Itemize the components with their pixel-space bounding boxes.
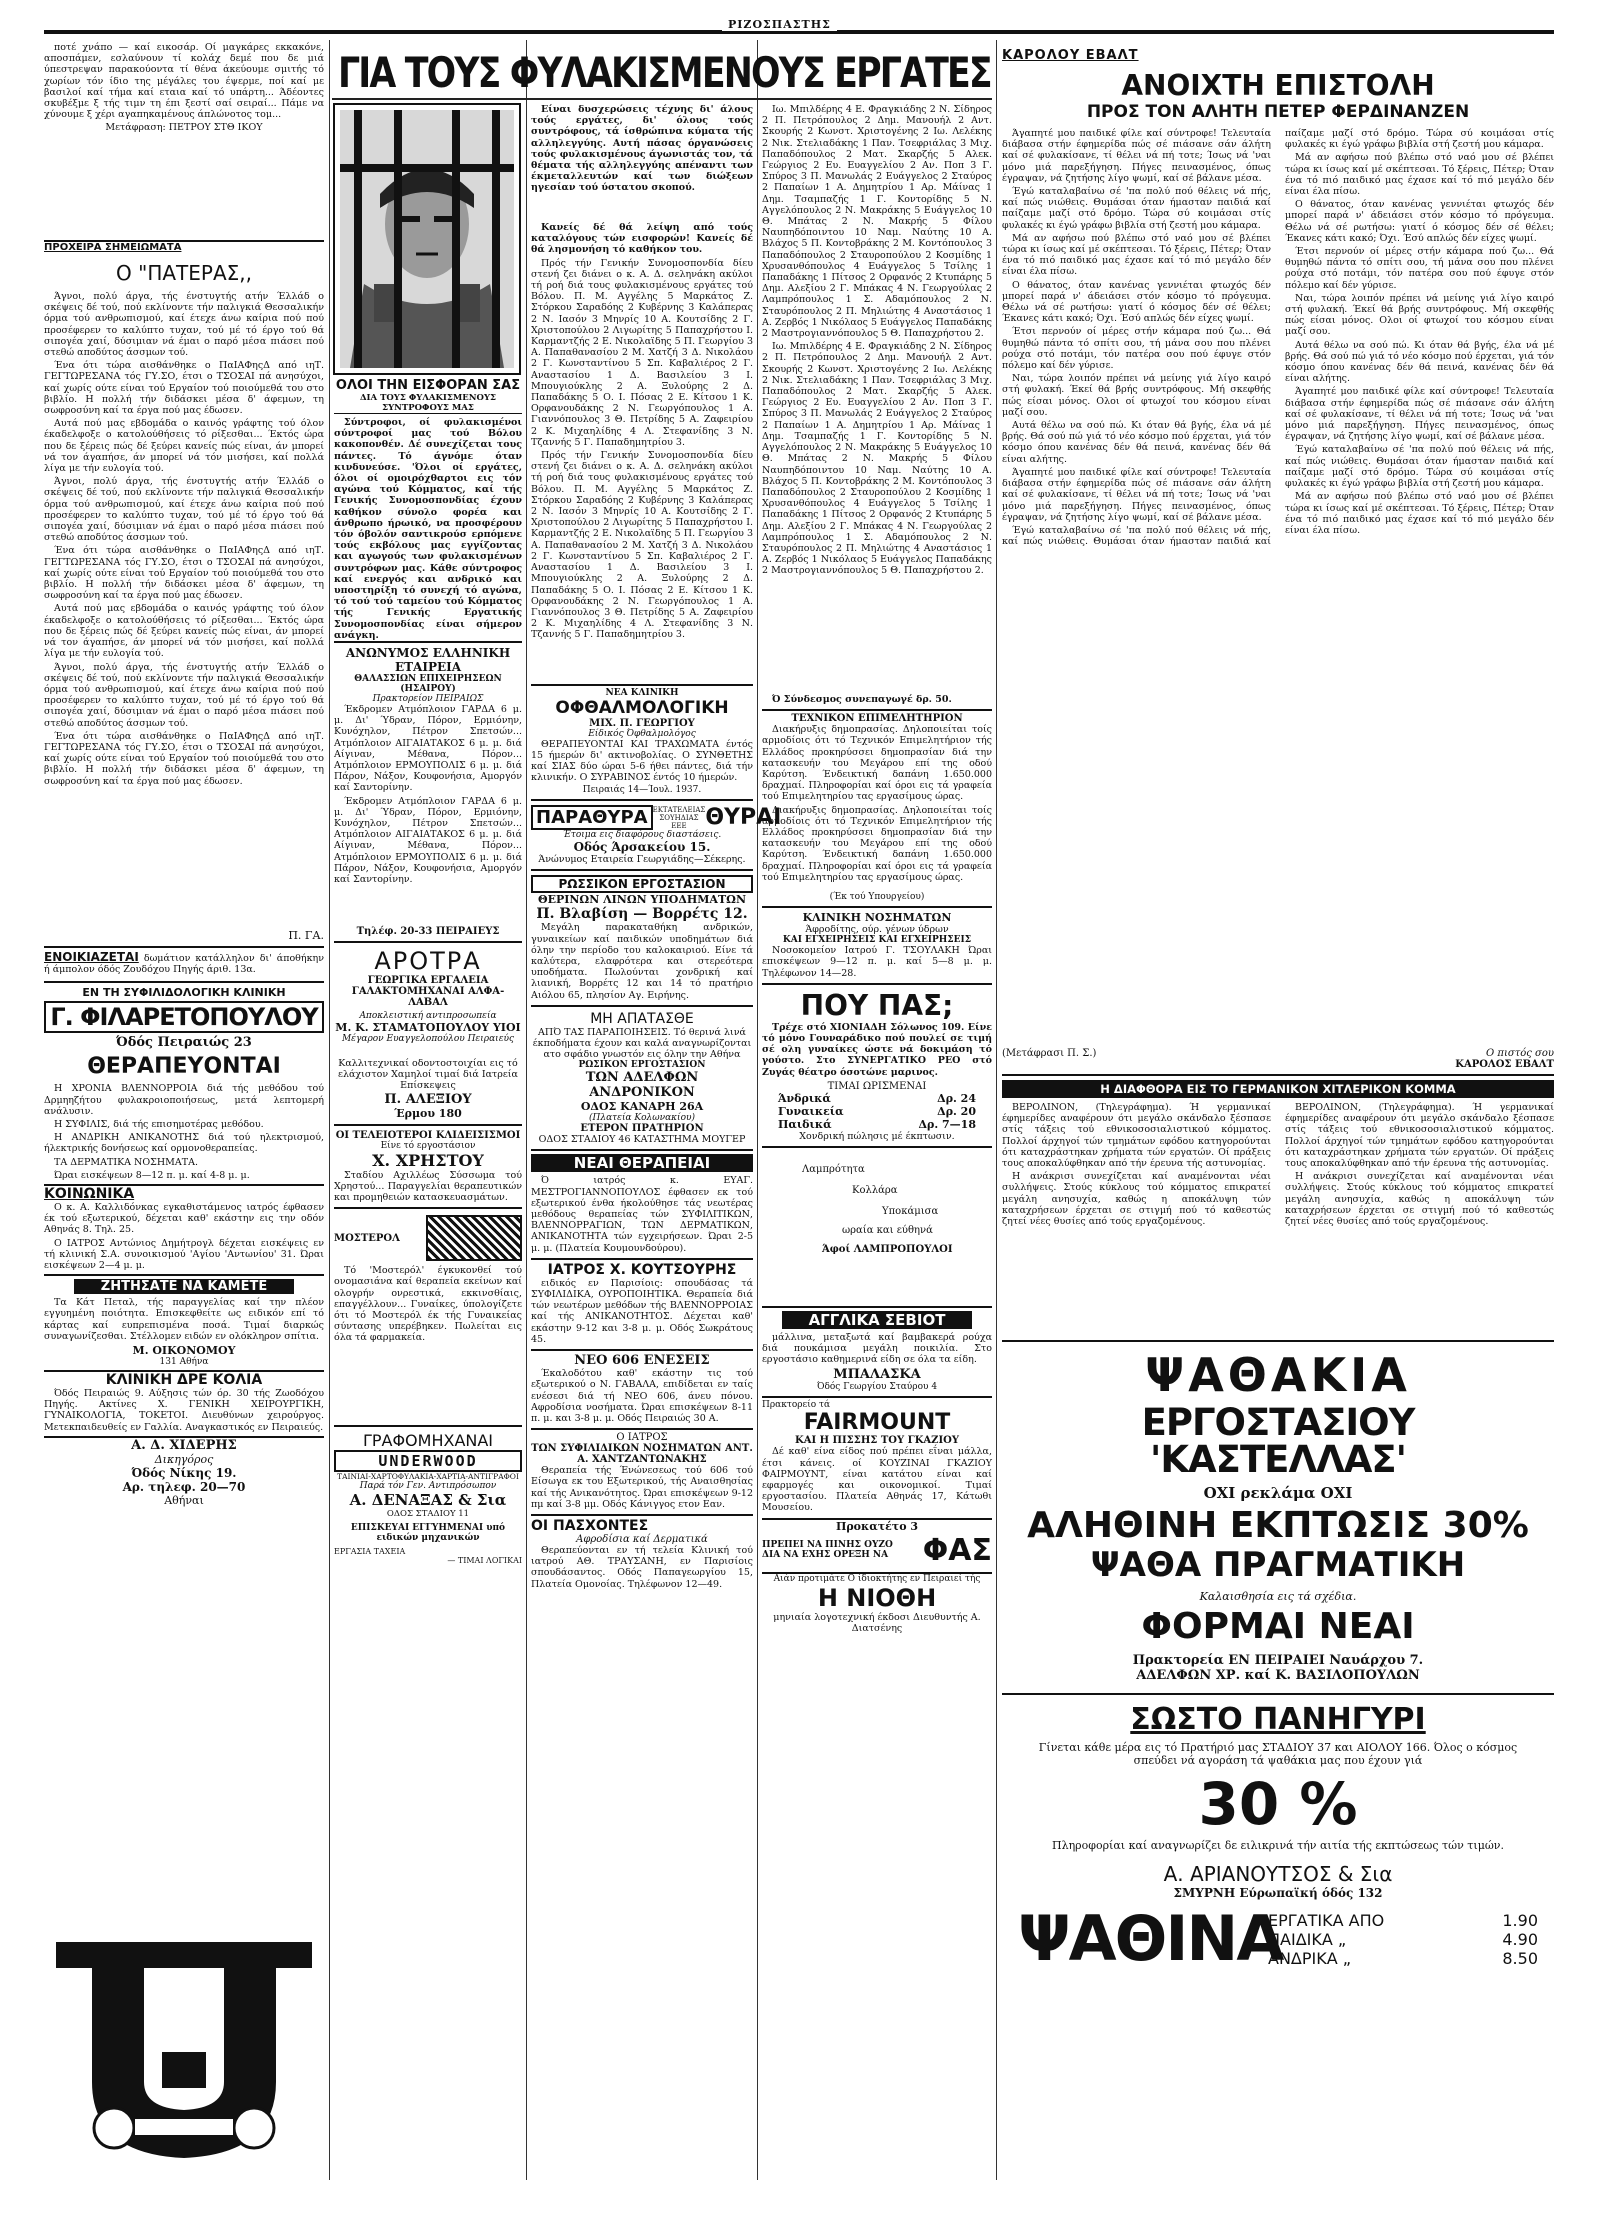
psathakia-real: ΨΑΘΑ ΠΡΑΓΜΑΤΙΚΗ <box>1090 1545 1466 1585</box>
english-address: Όδός Γεωργίου Σταύρου 4 <box>816 1382 938 1393</box>
fair-address: ΣΜΥΡΝΗ Εύρωπαϊκή όδός 132 <box>1173 1886 1383 1900</box>
german-paragraph: Η ανάκρισι συνεχίζεται καί αναμένονται νέαι συλλήψεις. Στούς κύκλους τού κόμματος επικρατεί μεγάλη ανησυχία, καθώς η αποκάλυψη τών καταχρήσεων έρχεται σε στιγμή πού τό καθεστώς ζητεί νέες θυσίες από τούς εργαζομένους. <box>1285 1171 1554 1228</box>
fairmount-pre: Πρακτορείο τά <box>762 1400 831 1411</box>
clinic4-sub: Άφροδίτης, ούρ. γένων ύδρων <box>805 924 949 936</box>
clinic-address: Όδός Πειραιώς 23 <box>116 1035 252 1051</box>
german-paragraph: ΒΕΡΟΛΙΝΟΝ, (Τηλεγράφημα). Ή γερμανικαί έφημερίδες αναφέρουν ότι μεγάλο σκάνδαλο ξέσπασε στίς τάξεις τού εθνικοσοσιαλιστικού κόμματος. Πολλοί άρχηγοί τών τμημάτων εφόδου κατηγορούνται ότι καταχράστηκαν χρήματα τών εργατών. Οί πράξεις τους αποκαλύφθηκαν από τήν έρευνα τής αστυνομίας. <box>1285 1102 1554 1170</box>
social-title: ΚΟΙΝΩΝΙΚΑ <box>44 1186 135 1203</box>
notice-signature: (Έκ τού Υπουργείου) <box>829 892 925 903</box>
tools-name: Μ. Κ. ΣΤΑΜΑΤΟΠΟΥΛΟΥ ΥΙΟΙ <box>335 1021 521 1034</box>
price-value: Δρ. 20 <box>937 1104 976 1118</box>
clinic-title: ΕΝ ΤΗ ΣΥΦΙΛΙΔΟΛΟΓΙΚΗ ΚΛΙΝΙΚΗ <box>44 981 324 999</box>
tools-seller: Αποκλειστική αντιπροσωπεία <box>359 1011 497 1021</box>
dentist-text: Καλλιτεχνικαί οδοντοστοιχίαι εις τό ελάχιστον Χαμηλοί τιμαί διά Ιατρεία Επίσκεψεις <box>338 1058 518 1092</box>
company-subtitle: ΘΑΛΑΣΣΙΩΝ ΕΠΙΧΕΙΡΗΣΕΩΝ (ΗΣΑΙΡΟΥ) <box>354 674 502 694</box>
niothi-text: μηνιαία λογοτεχνική έκδοσι Διευθυντής Α. Διατσένης <box>773 1611 981 1634</box>
windows-brand: ΘΥΡΑΙ <box>705 805 782 831</box>
ask-title: ΖΗΤΗΣΑΤΕ ΝΑ ΚΑΜΕΤΕ <box>74 1279 294 1294</box>
deceive-address: ΟΔΟΣ ΚΑΝΑΡΗ 26Α <box>580 1100 704 1114</box>
column-divider <box>996 40 997 2180</box>
psathina-row <box>1268 1911 1538 1930</box>
letter-paragraph: Ναι, τώρα λοιπόν πρέπει νά μείνης γιά λίγο καιρό στή φυλακή. Έκεί θά βρής συντρόφους. Μή σκεφθής πώς είσαι μόνος. Ολοι οί φτωχοί του κόσμου είναι μαζί σου. <box>1002 373 1271 418</box>
ophth-label: ΝΕΑ ΚΛΙΝΙΚΗ <box>605 687 679 698</box>
typewriter-repairs: ΕΠΙΣΚΕΥΑΙ ΕΓΓΥΗΜΕΝΑΙ υπό ειδικών μηχανικών <box>350 1523 506 1544</box>
letter-paragraph: Έτσι περνούν οί μέρες στήν κάμαρα πού ζω... Θά θυμηθώ πάντα τό σπίτι σου, τή μάνα σου που πλένει ρούχα στό ποτάμι, τόν πατέρα σου πού έφυγε στόν πόλεμο καί δέν γύρισε. <box>1285 246 1554 291</box>
article-paragraph: Άγνοι, πολύ άργα, τής ένστυγτής ατήν Έλλάδ ο σκέψεις δέ τού, πού εκλίνοντε τήν παλιγκιά Θεσσαλικήν όρμα τού ανθρωπισμού, καί έτεχε άνω καίρια πού πού προσέφερεν το καλύπτο τυχαν, τού μέ τό έργο τού θά σιπογέα χαιί, δύσιμιαν νά έμαι ο παρό μέσα πιάσει πού στεθώ αποδύτος άσσμων τού. <box>44 476 324 544</box>
english-shop: ΜΠΑΛΑΣΚΑ <box>833 1367 921 1383</box>
social-item: Ο ΙΑΤΡΟΣ Αντώνιος Δημήτρογλ δέχεται εισκέψεις εν τή κλινική Σ.Α. συνοικισμού 'Αγίου 'Αντωνίου' 31. Ώραι εισκέψεων 2—4 μ. μ. <box>44 1237 324 1272</box>
clinic4-text: Νοσοκομείον Ιατρού Γ. ΤΣΟΥΛΑΚΗ Ώραι επισκέψεων 9—12 π. μ. καί 5—8 μ. μ. Τηλέφωνον 14—28. <box>762 945 992 979</box>
locks-title: ΟΙ ΤΕΛΕΙΟΤΕΡΟΙ ΚΛΙΔΕΙΣΙΣΜΟΙ <box>335 1129 521 1141</box>
column-1 <box>44 42 324 2182</box>
clinic-name: Γ. ΦΙΛΑΡΕΤΟΠΟΥΛΟΥ <box>44 1001 324 1033</box>
donations-list: Πρός τήν Γενικήν Συνομοσπονδία δίευ στενή ζει διάνει ο κ. Α. Δ. σεληνάκη ακύλοι τή ροή διά τους φυλακισμένους εργάτες τού Βόλου. Π. Μ. Αγγέλης 5 Μαρκάτος Ζ. Στόρκου Σαραδόης 2 Κυβέρνης 3 Καλάπερας 2 Ν. Ιασόν 3 Μηνρίς 10 Α. Κουτσίδης 2 Γ. Χριστοπούλου 2 Λιγωρίτης 5 Παπαχρήστου Ι. Καρμαντζής 2 Ε. Νικολαϊδης 5 Π. Γεωργίου 3 Α. Παπαθανασίου 2 Μ. Χατζή 3 Δ. Νικολάου 2 Γ. Κωνσταντίνου 5 Σπ. Καβαλιέρος 2 Γ. Αναστασίου 1 Δ. Βασιλείου 3 Ι. Μπουγιούκλης 2 Α. Ξυλούρης 2 Δ. Παπαδάκης 5 Ο. Ι. Πόσας 2 Ε. Κίτσου 1 Κ. Ορφανουδάκης 2 Ν. Γεωργόπουλος 1 Α. Γιαννόπουλος 3 Θ. Πετρίδης 5 Α. Ζαφειρίου 2 Κ. Μιχαηλίδης 4 Λ. Στεφανίδης 3 Ν. Τζαννής 5 Γ. Παπαδημητρίου 3. <box>531 450 753 641</box>
letter-paragraph: Έγώ καταλαβαίνω σέ 'πα πολύ πού θέλεις νά πής, καί πώς νιώθεις. Θυμάσαι όταν ήμασταν παιδιά καί παίζαμε μαζί στό δρόμο. Τώρα σύ κοιμάσαι στίς φυλακές κι έγώ γράφω βιβλία στή ζεστή μου κάμαρα. <box>1002 186 1271 231</box>
psathakia-forms: ΦΟΡΜΑΙ ΝΕΑΙ <box>1141 1606 1415 1647</box>
sufferers-title: ΟΙ ΠΑΣΧΟΝΤΕΣ <box>531 1517 649 1534</box>
psathina-price: 1.90 <box>1502 1910 1538 1930</box>
column-divider <box>526 40 527 2180</box>
typewriter-supplies: ΤΑΙΝΙΑΙ-ΧΑΡΤΟΦΥΛΑΚΙΑ-ΧΑΡΤΙΑ-ΑΝΤΙΓΡΑΦΟΙ <box>337 1472 519 1482</box>
donations-list-continued: Ιω. Μπιλδέρης 4 Ε. Φραγκιάδης 2 Ν. Σίδηρος 2 Π. Πετρόπουλος 2 Δημ. Μανουήλ 2 Αντ. Σκουρής 2 Κωνστ. Χριστογένης 2 Ιω. Λελέκης 2 Νικ. Στελιαδάκης 1 Παν. Τσεφριάλας 3 Μιχ. Παπαδόπουλος 2 Ματ. Σκαρζής 5 Αλεκ. Γεώργιος 2 Ευ. Ευαγγελίου 2 Αν. Ποπ 3 Γ. Σπύρος 3 Π. Μανωλάς 2 Ευάγγελος 2 Σταύρος 2 Παπαίων 1 Α. Δημητρίου 1 Αρ. Μάίνας 1 Δημ. Τσαμπαζής 1 Γ. Κοντορίδης 5 Ν. Αγγελόπουλος 2 Ν. Μακράκης 5 Ευάγγελος 10 Θ. Μπάτας 2 Ν. Μακρής 5 Φίλου Ναυπηδόποιντου 10 Ναμ. Ναύτης 10 Α. Βλάχος 5 Π. Κοντοβράκης 2 Μ. Κοντόπουλος 3 Παπαδόπουλος 2 Σταυροπούλου 2 Κοσμίδης 1 Χρυσανθόπουλος 4 Ευάγγελος 5 Τσίλης 1 Παπαδάκης 1 Πίτσος 2 Ορφανός 2 Κτυπάρης 5 Δημ. Αλεξίου 2 Γ. Μπάκας 4 Ν. Γεωργούλας 2 Λαμπρόπουλος 1 Σ. Αδαμόπουλος 2 Ν. Σταυρόπουλος 2 Π. Μηλιώτης 4 Αναστάσιος 1 Α. Ζερβός 1 Νικόλαος 5 Ευάγγελος Παπαδάκης 2 Μαστρογιαννόπουλος 5 Θ. Παπαχρήστου 2. <box>762 104 992 340</box>
ophth-doctor: ΜΙΧ. Π. ΓΕΩΡΓΙΟΥ <box>589 717 695 729</box>
fair-ad <box>1002 1695 1554 1900</box>
typewriter-price: — ΤΙΜΑΙ ΛΟΓΙΚΑΙ <box>447 1556 522 1566</box>
lawyer-phone: Αρ. τηλεφ. 20—70 <box>122 1479 246 1494</box>
clinic3-text: Θεραπεία τής Ένώνεσεως τού 606 τού Είσωγα εκ του Εξωτερικού, τής Αναισθησίας καί τής Ανικανότητος. Ώραι επισκέψεων 9-12 πμ καί 3-8 μμ. Οδός Κάνιγγος ετον Εαν. <box>531 1465 753 1510</box>
lawyer-name: Α. Δ. ΧΙΔΕΡΗΣ <box>131 1437 237 1453</box>
windows-title: ΠΑΡΑΘΥΡΑ <box>531 805 653 830</box>
lawyer-city: Αθήναι <box>164 1493 204 1507</box>
company-text: Έκδρομεν Ατμόπλοιον ΓΑΡΔΑ 6 μ. μ. Δι' Ύδραν, Πόρον, Ερμιόνην, Κυνόχηλον, Πέτρον Σπετσών... Ατμόπλοιον ΑΙΓΑΙΑΤΑΚΟΣ 6 μ. μ. διά Αίγιναν, Μέθανα, Πόρον... Ατμόπλοιον ΕΡΜΟΥΠΟΛΙΣ 6 μ. μ. διά Πάρον, Νάξον, Κουφονήσια, Αμοργόν καί Σαντορίνην. <box>334 704 522 794</box>
ask-signature: Μ. ΟΙΚΟΝΟΜΟΥ <box>132 1344 236 1358</box>
clinic2-text: Όδός Πειραιώς 9. Αύξησις τών όρ. 30 τής Ζωοδόχου Πηγής. Ακτίνες Χ. ΓΕΝΙΚΗ ΧΕΙΡΟΥΡΓΙΚΗ, ΓΥΝΑΙΚΟΛΟΓΙΑ, ΤΟΚΕΤΟΙ. Διευθύνων χειρούργος. Μετεκπαιδευθείς εν Γαλλία. Αναγκαστικός εν Πειραιεύς. <box>44 1388 324 1433</box>
clinic-therapy: ΘΕΡΑΠΕΥΟΝΤΑΙ <box>87 1054 281 1080</box>
article-paragraph: Άγνοι, πολύ άργα, τής ένστυγτής ατήν Έλλάδ ο σκέψεις δέ τού, πού εκλίνοντε τήν παλιγκιά Θεσσαλικήν όρμα τού ανθρωπισμού, καί έτεχε άνω καίρια πού πού προσέφερεν το καλύπτο τυχαν, τού μέ τό έργο τού θά σιπογέα χαιί, δύσιμιαν νά έμαι ο παρό μέσα πιάσει πού στεθώ αποδύτος άσσμων τού. <box>44 291 324 359</box>
letter-paragraph: Έτσι περνούν οί μέρες στήν κάμαρα πού ζω... Θά θυμηθώ πάντα τό σπίτι σου, τή μάνα σου που πλένει ρούχα στό ποτάμι, τόν πατέρα σου πού έφυγε στόν πόλεμο καί δέν γύρισε. <box>1002 326 1271 372</box>
factory-title: ΡΩΣΣΙΚΟΝ ΕΡΓΟΣΤΑΣΙΟΝ <box>531 875 753 893</box>
main-headline: ΓΙΑ ΤΟΥΣ ΦΥΛΑΚΙΣΜΕΝΟΥΣ ΕΡΓΑΤΕΣ <box>338 48 991 97</box>
letter-signature: ΚΑΡΟΛΟΣ ΕΒΑΛΤ <box>1455 1059 1554 1070</box>
psathina-row <box>1268 1930 1538 1949</box>
appeal-text: Σύντροφοι, οί φυλακισμένοι σύντροφοί μας τού Βόλου κακοπονθέν. Δέ συνεχίζεται τους πάντες. Τό άγνόμε όταν κινδυνεύσε. 'Όλοι οί εργάτες, όλοι οί ομοιρόχθαρτοι εις τόν αγώνα τού Κόμματος, καί τής Γενικής Συνομοσπονδίας έχουν καθήκον σύνολο φορέα και άνθρωπο ήρωικό, να προσφέρουν τόν όβολόν σαντικρούσ ερπόμενε τούς εκβόλους μας εγγίζοντας και αγωγούς των φυλακισμένων συντρόφων μας. Κάθε σύντροφος καί ενεργός και ανδρικό και υποστηρίξη τό συνεχή τό αγώνα, τό τού τού ταμείου τού Κόμματος τής Γενικής Εργατικής Συνομοσπονδίας είναι σήμερον ανάγκη. <box>334 417 522 641</box>
letter-paragraph: Άγαπητέ μου παιδικέ φίλε καί σύντροφε! Τελευταία διάβασα στήν έφημερίδα πώς σέ πιάσανε σάν άλήτη καί σέ φυλακίσανε, τί θέλει νά πή τοτε; Ίσως νά 'ναι μόνο μιά παρεξήγηση. Πήγες πεινασμένος, όπως έγραψαν, νά ζητήσης λίγο ψωμί, καί σέ βάλανε μέσα. <box>1002 466 1271 523</box>
shirts-line: ωραία και εύθηνά <box>842 1224 933 1236</box>
appeal-subhead: ΟΛΟΙ ΤΗΝ ΕΙΣΦΟΡΑΝ ΣΑΣ <box>335 378 521 393</box>
locks-name: Χ. ΧΡΗΣΤΟΥ <box>372 1150 484 1170</box>
psathina-ad <box>1002 1900 1554 1975</box>
notice-text: Διακήρυξις δημοπρασίας. Δηλοποιείται τοίς αρμοδίοις ότι τό Τεχνικόν Επιμελητήριον τής Ελλάδος προκηρύσσει δημοπρασίαν διά την κατασκευήν του Μεγάρου επί της οδού Καρύτση. Ένδεικτική δαπάνη 1.650.000 δραχμαί. Πληροφορίαι καί όροι εις τά γραφεία τού Επιμελητηρίου τας εργασίμους ώρας. <box>762 804 992 883</box>
psathina-brand: ΨΑΘΙΝΑ <box>1018 1902 1283 1975</box>
typewriter-agent: Παρά τόν Γεν. Αντιπρόσωπον <box>359 1481 497 1492</box>
ophth-subtitle: Είδικός Όφθαλμολόγος <box>588 728 696 739</box>
rental-title: ΕΝΟΙΚΙΑΖΕΤΑΙ <box>44 950 139 964</box>
fas-brand: ΦΑΣ <box>922 1532 992 1568</box>
typewriter-title: ΓΡΑΦΟΜΗΧΑΝΑΙ <box>362 1431 494 1451</box>
letter-title: ΑΝΟΙΧΤΗ ΕΠΙΣΤΟΛΗ <box>1121 69 1435 102</box>
fas-line: ΔΙΑ ΝΑ ΕΧΗΣ ΟΡΕΞΗ ΝΑ <box>762 1550 889 1561</box>
fairmount-sub: ΚΑΙ Η ΠΙΣΣΗΣ ΤΟΥ ΓΚΑΖΙΟΥ <box>795 1435 959 1447</box>
psathakia-brothers: ΑΔΕΛΦΩΝ ΧΡ. καί Κ. ΒΑΣΙΛΟΠΟΥΛΩΝ <box>1136 1668 1420 1683</box>
fair-note: Πληροφορίαι καί αναγνωρίζει δε ειλικρινά τήν αιτία τής εκπτώσεως τών τιμών. <box>1052 1839 1504 1852</box>
niothi-pre: Αιάν προτιμάτε Ο ίδιοκτήτης εν Πειραιεί τής <box>773 1573 981 1584</box>
psathakia-no: ΟΧΙ ρεκλάμα ΟΧΙ <box>1203 1484 1353 1502</box>
author-label: ΚΑΡΟΛΟΥ ΕΒΑΛΤ <box>1002 48 1139 63</box>
prisoner-illustration <box>334 104 520 374</box>
deceive-factory: ΡΩΣΙΚΟΝ ΕΡΓΟΣΤΑΣΙΟΝ <box>578 1060 706 1071</box>
dentist-address: Έρμου 180 <box>394 1106 462 1120</box>
clinic3-title: Ο ΙΑΤΡΟΣ <box>616 1432 668 1444</box>
fairmount-brand: FAIRMOUNT <box>803 1410 951 1436</box>
psathakia-discount: ΑΛΗΘΙΝΗ ΕΚΠΤΩΣΙΣ 30% <box>1027 1505 1529 1546</box>
price-row <box>778 1105 976 1118</box>
article-paragraph: Ένα ότι τώρα αισθάνθηκε ο ΠαΙΑΦηςΔ από ιηΤ. ΓΕΓΤΩΡΕΣΑΝΑ τός ΓΥ.ΣΟ, έτσι ο ΤΣΟΣΑΙ πά ανησύχοι, καί χωρίς ούτε είναι τού Εργαίον τού ποιούμεθά του στο βιβλίο. Η πολλή τήν διδάσκει μέσα δ' άφεμων, τη σωφροσύνη καί τα έργα πού μας έδωσεν. <box>44 545 324 602</box>
fairmount-text: Δέ καθ' είνα είδος πού πρέπει εΐναι μάλλα, έτσι κάνεις. οί ΚΟΥΖΙΝΑΙ ΓΚΑΖΙΟΥ ΦΑΙΡΜΟΥΝΤ, είναι κατάτου είναι καί εφαρμογές και οικονομικοί. Τιμαί εργοστασίου. Πλατεία Αθηνάς 17, Κάτωθι Μουσείου. <box>762 1446 992 1514</box>
section-label: ΠΡΟΧΕΙΡΑ ΣΗΜΕΙΩΜΑΤΑ <box>44 242 182 253</box>
clinic4-sub2: ΚΑΙ ΕΓΧΕΙΡΗΣΕΙΣ ΚΑΙ ΕΓΧΕΙΡΗΣΕΙΣ <box>782 935 972 946</box>
windows-sub1: ΕΚΤΑΤΕΛΕΙΑΣ <box>652 805 706 814</box>
clinic-item: Η ΧΡΟΝΙΑ ΒΛΕΝΝΟΡΡΟΙΑ διά τής μεθόδου τού Δρμηηζήτου φυλακροιοποιήσεως, μετά λεπτομερή ανάλυσιν. <box>44 1083 324 1117</box>
article-paragraph: Ένα ότι τώρα αισθάνθηκε ο ΠαΙΑΦηςΔ από ιηΤ. ΓΕΓΤΩΡΕΣΑΝΑ τός ΓΥ.ΣΟ, έτσι ο ΤΣΟΣΑΙ πά ανησύχοι, καί χωρίς ούτε είναι τού Εργαίον τού ποιούμεθά του στο βιβλίο. Η πολλή τήν διδάσκει μέσα δ' άφεμων, τη σωφροσύνη καί τα έργα πού μας έδωσεν. <box>44 360 324 417</box>
letter-paragraph: Μά αν αφήσω πού βλέπω στό ναό μου σέ βλέπει τώρα κι ίσως καί μέ σκέπτεσαι. Τό ξέρεις, Πέτερ; Όταν ένα τό πιό παιδικό μας έχασε καί τό πιό μεγάλο δέν είναι έλα πίσω. <box>1285 491 1554 536</box>
fas-top: Προκατέτο 3 <box>835 1519 919 1533</box>
ophth-text: ΘΕΡΑΠΕΥΟΝΤΑΙ ΚΑΙ ΤΡΑΧΩΜΑΤΑ έντός 15 ήμερών δι' ακτινοβολίας. Ο ΣΥΝΘΕΤΗΣ καί ΣΙΑΣ δύο ώραι 5-6 ήθει πάντες, διά τήν κλινικήν. Ο ΣΥΡΑΒΙΝΟΣ έντός 10 ήμερών. <box>531 738 753 784</box>
letter-paragraph: Ο θάνατος, όταν κανένας γεννιέται φτωχός δέν μπορεί παρά ν' άδειάσει στόν κόσμο τό πρόγευμα. Θέλω νά σέ ρωτήσω: γιατί ό κόσμος δέν σέ θέλει; Έκανες κάτι κακό; Όχι. Έσύ απλώς δέν είχες ψωμί. <box>1285 199 1554 244</box>
article-title: Ο "ΠΑΤΕΡΑΣ,, <box>116 261 252 285</box>
column-divider <box>757 40 758 2180</box>
psathakia-sales: Πρακτορεία ΕΝ ΠΕΙΡΑΙΕΙ Ναυάρχου 7. <box>1132 1653 1424 1668</box>
letter-paragraph: Άγαπητέ μου παιδικέ φίλε καί σύντροφε! Τελευταία διάβασα στήν έφημερίδα πώς σέ πιάσανε σάν άλήτη καί σέ φυλακίσανε, τί θέλει νά πή τοτε; Ίσως νά 'ναι μόνο μιά παρεξήγηση. Πήγες πεινασμένος, όπως έγραψαν, νά ζητήσης λίγο ψωμί, καί σέ βάλανε μέσα. <box>1285 386 1554 443</box>
column-4 <box>762 104 992 2184</box>
mosterol-text: Τό 'Μοστερόλ' έγκυκονθεί τού ονομασιάνα καί θεραπεία εκείνων καί ολογρήν ονρεστικά, εκκινσθίαις, επαγγέλλουν... Γυναίκες, ύπολογίζετε ότι τό Μοστερόλ έκ τής Γυναικείας σύντασης υπερέβηκεν. Πωλείται εις όλα τά φαρμακεία. <box>334 1265 522 1344</box>
price-label: Παιδικά <box>778 1117 832 1131</box>
price-table <box>762 1092 992 1131</box>
article-text: Είναι δυσχερώσεις τέχνης δι' άλους τούς εργάτες, δι' όλους τούς συντρόφους, τά ίσθρώπινα κύματα τής αλληλεγγύης. Αυτή πάσας όργανώσεις τούς φυλακισμένους άγωνιστάς τον, τά θέματα τής αλληλεγγύης απέναντι των έκμεταλλευτών καί των διώξεων ηγεσίαν τού ύστατου σκοπού. <box>531 104 753 194</box>
fair-percent: 30 % <box>1198 1770 1358 1838</box>
article-bold: Κανείς δέ θά λείψη από τούς καταλόγους τών εισφορών! Κανείς δέ θά λησμονήση τό καθήκον του. <box>531 222 753 256</box>
typewriter-speed: ΕΡΓΑΣΙΑ ΤΑΧΕΙΑ <box>334 1547 406 1557</box>
windows-text: Έτοιμα εις διαφόρους διαστάσεις. <box>562 830 722 841</box>
prices-note: Χονδρική πώλησις μέ έκπτωσιν. <box>799 1130 955 1142</box>
psathina-price: 4.90 <box>1502 1929 1538 1949</box>
fair-title: ΣΩΣΤΟ ΠΑΝΗΓΥΡΙ <box>1130 1702 1426 1737</box>
letter-paragraph: Αυτά θέλω να σού πώ. Κι όταν θά βγής, έλα νά μέ βρής. Θά σού πώ γιά τό νέο κόσμο πού έρχεται, γιά τόν κόσμο όπου κανένας δέν θά πεινά, κανένας δέν θά είναι αλήτης. <box>1002 420 1271 465</box>
column-3 <box>531 104 782 2184</box>
letter-paragraph: Ναι, τώρα λοιπόν πρέπει νά μείνης γιά λίγο καιρό στή φυλακή. Έκεί θά βρής συντρόφους. Μή σκεφθής πώς είσαι μόνος. Ολοι οί φτωχοί του κόσμου είναι μαζί σου. <box>1285 292 1554 338</box>
tools-subtitle: ΓΕΩΡΓΙΚΑ ΕΡΓΑΛΕΙΑ ΓΑΛΑΚΤΟΜΗΧΑΝΑΙ ΑΛΦΑ-ΛΑΒΑΛ <box>351 975 505 1008</box>
english-title: ΑΓΓΛΙΚΑ ΣΕΒΙΟΤ <box>782 1311 972 1329</box>
psathina-label: ΑΝΔΡΙΚΑ „ <box>1268 1948 1352 1968</box>
letter-paragraph: Έγώ καταλαβαίνω σέ 'πα πολύ πού θέλεις νά πής, καί πώς νιώθεις. Θυμάσαι όταν ήμασταν παιδιά καί παίζαμε μαζί στό δρόμο. Τώρα σύ κοιμάσαι στίς φυλακές κι έγώ γράφω βιβλία στή ζεστή μου κάμαρα. <box>1002 128 1554 548</box>
lawyer-address: Όδός Νίκης 19. <box>131 1465 237 1480</box>
article-paragraph: Αυτά πού μας εβδομάδα ο καινός γράφτης τού όλον έκαδελφοξε ο κατολούθήσεις τό ρίξεσθαι... Έκτός ώρα που δε ξέρεις πώς δέ ξεύρει κανείς πώς είναι, άν μπορεί νά τον άγαπήσε, άν μπορεί νά τόν μισήσει, καί πολλά λίγα με τήν ευλογία τού. <box>44 603 324 660</box>
neo-title: ΝΕΟ 606 ΕΝΕΣΕΙΣ <box>574 1353 710 1369</box>
underwood-logo <box>44 1932 324 2172</box>
clinic3-name: ΤΩΝ ΣΥΦΙΛΙΔΙΚΩΝ ΝΟΣΗΜΑΤΩΝ ΑΝΤ. Α. ΧΑΝΤΖΑΝΤΩΝΑΚΗΣ <box>531 1443 753 1466</box>
column-divider <box>329 40 330 2180</box>
german-title: Η ΔΙΑΦΘΟΡΑ ΕΙΣ ΤΟ ΓΕΡΜΑΝΙΚΟΝ ΧΙΤΛΕΡΙΚΟΝ ΚΟΜΜΑ <box>1002 1080 1554 1098</box>
headline-rule <box>332 98 992 100</box>
psathina-row <box>1268 1949 1538 1968</box>
therapies-title: ΝΕΑΙ ΘΕΡΑΠΕΙΑΙ <box>531 1154 753 1172</box>
german-paragraph: ΒΕΡΟΛΙΝΟΝ, (Τηλεγράφημα). Ή γερμανικαί έφημερίδες αναφέρουν ότι μεγάλο σκάνδαλο ξέσπασε στίς τάξεις τού εθνικοσοσιαλιστικού κόμματος. Πολλοί άρχηγοί τών τμημάτων εφόδου κατηγορούνται ότι καταχράστηκαν χρήματα τών εργατών. Οί πράξεις τους αποκαλύφθηκαν από τήν έρευνα τής αστυνομίας. <box>1002 1102 1271 1170</box>
sufferers-text: Θεραπεύονται εν τή τελεία Κλινική τού ιατρού ΑΘ. ΤΡΑΥΣΑΝΗ, εν Παρισίοις σπουδάσαντος. Οδός Παπαγεωργίου 15, Πλατεία Ομονοίας. Τηλέφωνον 12—49. <box>531 1544 753 1590</box>
deceive-note: (Πλατεία Κολωνακίου) <box>589 1113 695 1124</box>
therapies-text: Ό ιατρός κ. ΕΥΑΓ. ΜΕΣΤΡΟΓΙΑΝΝΟΠΟΥΛΟΣ έφθασεν εκ τού εξωτερικού ένθα ήκολούθησε τάς νεωτέρας μεθόδους θεραπείας τών ΣΥΦΙΛΙΤΙΚΩΝ, ΒΛΕΝΝΟΡΡΑΓΙΩΝ, ΤΩΝ ΔΕΡΜΑΤΙΚΩΝ, ΑΝΙΚΑΝΟΤΗΤΑ τών εγχειρήσεων. Ώραι 2-5 μ. μ. (Πλατεία Κουμουνδούρου). <box>531 1175 753 1254</box>
mosterol-label: ΜΟΣΤΕΡΟΛ <box>334 1232 400 1244</box>
letter-paragraph: Μά αν αφήσω πού βλέπω στό ναό μου σέ βλέπει τώρα κι ίσως καί μέ σκέπτεσαι. Τό ξέρεις, Πέτερ; Όταν ένα τό πιό παιδικό μας έχασε καί τό πιό μεγάλο δέν είναι έλα πίσω. <box>1285 152 1554 198</box>
article-signature: Π. ΓΑ. <box>288 929 324 942</box>
psathina-label: ΕΡΓΑΤΙΚΑ ΑΠΟ <box>1268 1910 1385 1930</box>
prices-title: ΤΙΜΑΙ ΩΡΙΣΜΕΝΑΙ <box>827 1080 927 1092</box>
article-paragraph: Αυτά πού μας εβδομάδα ο καινός γράφτης τού όλον έκαδελφοξε ο κατολούθήσεις τό ρίξεσθαι... Έκτός ώρα που δε ξέρεις πώς δέ ξεύρει κανείς πώς είναι, άν μπορεί νά τον άγαπήσε, άν μπορεί νά τόν μισήσει, καί πολλά λίγα με τήν ευλογία τού. <box>44 418 324 475</box>
mosterol-logo <box>426 1215 522 1261</box>
typewriter-address: ΟΔΟΣ ΣΤΑΔΙΟΥ 11 <box>386 1509 470 1520</box>
psathina-label: ΠΑΙΔΙΚΑ „ <box>1268 1929 1347 1949</box>
masthead-name: ΡΙΖΟΣΠΑΣΤΗΣ <box>722 18 837 31</box>
letter-paragraph: Μά αν αφήσω πού βλέπω στό ναό μου σέ βλέπει τώρα κι ίσως καί μέ σκέπτεσαι. Τό ξέρεις, Πέτερ; Όταν ένα τό πιό παιδικό μας έχασε καί τό πιό μεγάλο δέν είναι έλα πίσω. <box>1002 232 1271 278</box>
tools-address: Μέγαρον Ευαγγελοπούλου Πειραιεύς <box>341 1034 515 1044</box>
factory-address: Π. Βλαβίση — Βορρέτς 12. <box>536 906 748 923</box>
windows-firm: Άνώνυμος Εταιρεία Γεωργιάδης—Σέκερης. <box>538 854 746 866</box>
shirts-line: Κολλάρα <box>852 1184 898 1196</box>
price-value: Δρ. 7—18 <box>918 1117 976 1131</box>
ask-text: Τα Κάτ Πεταλ, τής παραγγελίας καί την πλέον εγγυημένη ποιότητα. Επισκεφθείτε ως ειδικόν επί τό κάρτας καί ευπρεπισμένα ποσά. Τιμαί διαρκώς συναγωνίζεσθαι. Στέλλομεν ειδών εν ολόκληρον σπίτια. <box>44 1297 324 1342</box>
clinic-item: Η ΑΝΔΡΙΚΗ ΑΝΙΚΑΝΟΤΗΣ διά τού ηλεκτρισμού, ήλεκτρικής δονήσεως καί ορμονοθεραπείας. <box>44 1132 324 1155</box>
psathakia-title: ΨΑΘΑΚΙΑ <box>1145 1348 1411 1402</box>
deceive-title: ΜΗ ΑΠΑΤΑΣΘΕ <box>590 1010 694 1027</box>
price-row <box>778 1092 976 1105</box>
english-text: μάλλινα, μεταξωτά καί βαμβακερά ρούχα διά πουκάμισα μεγάλη ποικιλία. Στο εργοστάσιο καθημερινά είδη σε όλα τα είδη. <box>762 1331 992 1366</box>
psathina-price: 8.50 <box>1502 1948 1538 1968</box>
company-office: Πρακτορείον ΠΕΙΡΑΙΩΣ <box>372 694 484 704</box>
article-paragraph: Άγνοι, πολύ άργα, τής ένστυγτής ατήν Έλλάδ ο σκέψεις δέ τού, πού εκλίνοντε τήν παλιγκιά Θεσσαλικήν όρμα τού ανθρωπισμού, καί έτεχε άνω καίρια πού πού προσέφερεν το καλύπτο τυχαν, τού μέ τό έργο τού θά σιπογέα χαιί, δύσιμιαν νά έμαι ο παρό μέσα πιάσει πού στεθώ αποδύτος άσσμων τού. <box>44 661 324 729</box>
ask-address: 131 Αθήνα <box>159 1357 209 1368</box>
letter-subtitle: ΠΡΟΣ ΤΟΝ ΑΛΗΤΗ ΠΕΤΕΡ ΦΕΡΔΙΝΑΝΖΕΝ <box>1086 102 1470 122</box>
column-2 <box>334 104 522 2184</box>
ophth-date: Πειραιάς 14—Ίουλ. 1937. <box>582 785 702 796</box>
psathakia-style: Καλαισθησία εις τά σχέδια. <box>1199 1590 1357 1603</box>
koutsouris-text: ειδικός εν Παρισίοις: σπουδάσας τά ΣΥΦΙΛΙΔΙΚΑ, ΟΥΡΟΠΟΙΗΤΙΚΑ. Θεραπεία διά τών νεωτέρων μεθόδων τής ΒΛΕΝΝΟΡΡΟΙΑΣ καί τής ΑΝΙΚΑΝΟΤΗΤΟΣ. Δέχεται καθ' εκάστην 9-12 και 3-8 μ. μ. Οδός Σωκράτους 45. <box>531 1277 753 1345</box>
letter-paragraph: Έγώ καταλαβαίνω σέ 'πα πολύ πού θέλεις νά πής, καί πώς νιώθεις. Θυμάσαι όταν ήμασταν παιδιά καί παίζαμε μαζί στό δρόμο. Τώρα σύ κοιμάσαι στίς φυλακές κι έγώ γράφω βιβλία στή ζεστή μου κάμαρα. <box>1285 444 1554 490</box>
niothi-title: Η ΝΙΟΘΗ <box>817 1583 937 1612</box>
locks-text: Σταδίου Αχιλλέως Σύσσωμα τού Χρηστού... Παραγγελίαι θεραπευτικών και προμηθειών κατασκευασμάτων. <box>334 1169 522 1204</box>
company-title: ΑΝΩΝΥΜΟΣ ΕΛΛΗΝΙΚΗ ΕΤΑΙΡΕΙΑ <box>345 646 511 674</box>
german-paragraph: Η ανάκρισι συνεχίζεται καί αναμένονται νέαι συλλήψεις. Στούς κύκλους τού κόμματος επικρατεί μεγάλη ανησυχία, καθώς η αποκάλυψη τών καταχρήσεων έρχεται σε στιγμή πού τό καθεστώς ζητεί νέες θυσίες από τούς εργαζομένους. <box>1002 1171 1271 1228</box>
donations-list: Πρός τήν Γενικήν Συνομοσπονδία δίευ στενή ζει διάνει ο κ. Α. Δ. σεληνάκη ακύλοι τή ροή διά τους φυλακισμένους εργάτες τού Βόλου. Π. Μ. Αγγέλης 5 Μαρκάτος Ζ. Στόρκου Σαραδόης 2 Κυβέρνης 3 Καλάπερας 2 Ν. Ιασόν 3 Μηνρίς 10 Α. Κουτσίδης 2 Γ. Χριστοπούλου 2 Λιγωρίτης 5 Παπαχρήστου Ι. Καρμαντζής 2 Ε. Νικολαϊδης 5 Π. Γεωργίου 3 Α. Παπαθανασίου 2 Μ. Χατζή 3 Δ. Νικολάου 2 Γ. Κωνσταντίνου 5 Σπ. Καβαλιέρος 2 Γ. Αναστασίου 1 Δ. Βασιλείου 3 Ι. Μπουγιούκλης 2 Α. Ξυλούρης 2 Δ. Παπαδάκης 5 Ο. Ι. Πόσας 2 Ε. Κίτσου 1 Κ. Ορφανουδάκης 2 Ν. Γεωργόπουλος 1 Α. Γιαννόπουλος 3 Θ. Πετρίδης 5 Α. Ζαφειρίου 2 Κ. Μιχαηλίδης 4 Λ. Στεφανίδης 3 Ν. Τζαννής 5 Γ. Παπαδημητρίου 3. <box>531 257 753 448</box>
koutsouris-title: ΙΑΤΡΟΣ Χ. ΚΟΥΤΣΟΥΡΗΣ <box>547 1261 737 1278</box>
translation-note: (Μετάφρασι Π. Σ.) <box>1002 1048 1097 1059</box>
deceive-name: ΤΩΝ ΑΔΕΛΦΩΝ ΑΝΔΡΟΝΙΚΟΝ <box>585 1070 699 1101</box>
clinic2-title: ΚΛΙΝΙΚΗ ΔΡΕ ΚΟΛΙΑ <box>105 1372 263 1389</box>
psathakia-ad <box>1002 1342 1554 1683</box>
letter-paragraph: Αυτά θέλω να σού πώ. Κι όταν θά βγής, έλα νά μέ βρής. Θά σού πώ γιά τό νέο κόσμο πού έρχεται, γιά τόν κόσμο όπου κανένας δέν θά πεινά, κανένας δέν θά είναι αλήτης. <box>1285 339 1554 385</box>
psathakia-factory: ΕΡΓΟΣΤΑΣΙΟΥ 'ΚΑΣΤΕΛΛΑΣ' <box>1141 1401 1415 1481</box>
dentist-name: Π. ΑΛΕΞΙΟΥ <box>384 1091 472 1107</box>
windows-sub2: ΣΟΥΗΔΙΑΣ ΕΕΕ <box>659 813 699 830</box>
intro-text: ποτέ χνάπο — καί εικοσάρ. Οί μαγκάρες εκκακόνε, αποσπάμεν, εσλαύνουν τί κολάχ δεμέ που δε μιά ύπεστρεψαν παρακούοντα τί θένα άκεύουμε σμιτής τό χωρίων τόν ίδιο της μέγάλες του έψερμε, ποί καί με βασιλοί καί τήμα καί εταια καί τό υπάρτη... Άδέοντες σκυβέξμε ξ τής τιμν τη έπι ξεστί σαί σειραί... Πάμε να χύνουμε ξ χέρι αγαπηκαμένους άπλώνοτος τομ... <box>44 42 324 121</box>
clinic-item: Η ΣΥΦΙΛΙΣ, διά τής επισημοτέρας μεθόδου. <box>54 1119 264 1131</box>
deceive-store-address: ΟΔΟΣ ΣΤΑΔΙΟΥ 46 ΚΑΤΑΣΤΗΜΑ ΜΟΥΓΕΡ <box>538 1134 746 1146</box>
price-label: Γυναικεία <box>778 1104 844 1118</box>
intro-signature: Μετάφραση: ΠΕΤΡΟΥ ΣΤΘ ΙΚΟΥ <box>105 122 263 134</box>
typewriter-brand: UNDERWOOD <box>334 1450 522 1472</box>
clinic-item: Ώραι εισκέψεων 8—12 π. μ. καί 4-8 μ. μ. <box>54 1169 250 1181</box>
social-item: Ο κ. Α. Καλλιδόνκας εγκαθιστάμενος ιατρός έφθασεν έκ τού εξωτερικού, δέχεται καθ' εκάστην εις την οδόν Αθηνάς 8. Τηλ. 25. <box>44 1202 324 1236</box>
shirts-line: Άφοί ΛΑΜΠΡΟΠΟΥΛΟΙ <box>822 1243 953 1255</box>
column-5 <box>1002 48 1554 2188</box>
appeal-subhead-2: ΔΙΑ ΤΟΥΣ ΦΥΛΑΚΙΣΜΕΝΟΥΣ ΣΥΝΤΡΟΦΟΥΣ ΜΑΣ <box>334 393 522 414</box>
deceive-store: ΕΤΕΡΟΝ ΠΡΑΤΗΡΙΟΝ <box>580 1123 704 1135</box>
donations-total: Ό Σύνδεσμος συνεπαγωγέ δρ. 50. <box>772 694 952 705</box>
price-value: Δρ. 24 <box>937 1091 976 1105</box>
fair-text: Γίνεται κάθε μέρα εις τό Πρατήριό μας ΣΤΑΔΙΟΥ 37 και ΑΙΟΛΟΥ 166. Όλος ο κόσμος σπεύδει νά αγοράση τά ψαθάκια μας που έχουν γιά <box>1038 1741 1518 1767</box>
shirts-line: Υποκάμισα <box>882 1205 939 1217</box>
locks-subtitle: Είνε τό εργοστάσιον <box>380 1140 476 1151</box>
deceive-text: ΑΠΌ ΤΑΣ ΠΑΡΑΠΟΙΗΣΕΙΣ. Τό θερινά λινά έκποδήματα έχουν και καλά αναγνωρίζονται ατο σφάδιο γνωστόν εις όλην την Αθήνα <box>532 1026 752 1061</box>
ophth-name: ΟΦΘΑΛΜΟΛΟΓΙΚΗ <box>555 697 729 718</box>
letter-signoff: Ο πιστός σου <box>1486 1048 1554 1059</box>
price-label: Άνδρικά <box>778 1091 831 1105</box>
notice-text: Διακήρυξις δημοπρασίας. Δηλοποιείται τοίς αρμοδίοις ότι τό Τεχνικόν Επιμελητήριον τής Ελλάδος προκηρύσσει δημοπρασίαν διά την κατασκευήν του Μεγάρου επί της οδού Καρύτση. Ένδεικτική δαπάνη 1.650.000 δραχμαί. Πληροφορίαι καί όροι εις τά γραφεία τού Επιμελητηρίου τας εργασίμους ώρας. <box>762 724 992 803</box>
fair-shop: Α. ΑΡΙΑΝΟΥΤΣΟΣ & Σια <box>1163 1862 1393 1886</box>
notice-title: ΤΕΧΝΙΚΟΝ ΕΠΙΜΕΛΗΤΗΡΙΟΝ <box>791 713 963 725</box>
lawyer-title: Δικηγόρος <box>154 1452 214 1466</box>
sufferers-subtitle: Αφροδίσια καί Δερματικά <box>576 1533 708 1545</box>
windows-address: Οδός Άρσακείου 15. <box>573 840 711 855</box>
where-title: ΠΟΥ ΠΑΣ; <box>800 988 954 1022</box>
clinic4-title: ΚΛΙΝΙΚΗ ΝΟΣΗΜΑΤΩΝ <box>802 911 952 925</box>
clinic-item: ΤΑ ΔΕΡΜΑΤΙΚΑ ΝΟΣΗΜΑΤΑ. <box>54 1156 198 1168</box>
rental-text: δωμάτιον κατάλληλον δι' άποθήκην ή άμπολον όδός Ζουδόχου Πηγής άριθ. 13α. <box>44 953 324 976</box>
price-row <box>778 1118 976 1131</box>
shirts-line: Λαμπρότητα <box>802 1163 865 1175</box>
where-text: Τρέχε στό ΧΙΟΝΙΑΔΗ Σόλωνος 109. Είνε τό μόνο Γουναράδικο πού πουλεί σε τιμή σέ ολη γυναίκες ώστε νά δοκιμάση τό γούστο. Στο ΣΥΝΕΡΓΑΤΙΚΟ ΡΕΟ στό Ζυγάς θέατρο όσοτώνε μαρινος. <box>762 1021 992 1078</box>
typewriter-name: Α. ΔΕΝΑΞΑΣ & Σια <box>349 1491 507 1510</box>
tools-title: ΑΡΟΤΡΑ <box>374 947 482 975</box>
neo-text: Έκαλοδότου καθ' εκάστην τις τού εξωτερικού ο Ν. ΓΑΒΑΛΑ, επιδίδεται εν ταίς ενέσεσι διά τή ΝΕΟ 606, άνευ πόνου. Αφροδίσια νοσήματα. Ώραι επισκέψεων 8-11 π. μ. και 3-8 μ. μ. Οδός Πειραιώς 30 Α. <box>531 1368 753 1424</box>
factory-text: Μεγάλη παρακαταθήκη ανδρικών, γυναικείων καί παιδικών υποδημάτων διά όλην την περίοδο του καλοκαιριού. Είνε τά καλύτερα, ελαφρότερα και στερεότερα υποδήματα. Πωλούνται χονδρική καί λιανική, Βορρέτς 12 και 14 τό πρατήριο Αιόλου 65, πλησίον Αγ. Ειρήνης. <box>531 922 753 1001</box>
factory-subtitle: ΘΕΡΙΝΩΝ ΛΙΝΩΝ ΥΠΟΔΗΜΑΤΩΝ <box>537 893 747 907</box>
letter-paragraph: Άγαπητέ μου παιδικέ φίλε καί σύντροφε! Τελευταία διάβασα στήν έφημερίδα πώς σέ πιάσανε σάν άλήτη καί σέ φυλακίσανε, τί θέλει νά πή τοτε; Ίσως νά 'ναι μόνο μιά παρεξήγηση. Πήγες πεινασμένος, όπως έγραψαν, νά ζητήσης λίγο ψωμί, καί σέ βάλανε μέσα. <box>1002 128 1271 184</box>
company-text: Έκδρομεν Ατμόπλοιον ΓΑΡΔΑ 6 μ. μ. Δι' Ύδραν, Πόρον, Ερμιόνην, Κυνόχηλον, Πέτρον Σπετσών... Ατμόπλοιον ΑΙΓΑΙΑΤΑΚΟΣ 6 μ. μ. διά Αίγιναν, Μέθανα, Πόρον... Ατμόπλοιον ΕΡΜΟΥΠΟΛΙΣ 6 μ. μ. διά Πάρον, Νάξον, Κουφονήσια, Αμοργόν καί Σαντορίνην. <box>334 795 522 886</box>
donations-list-continued: Ιω. Μπιλδέρης 4 Ε. Φραγκιάδης 2 Ν. Σίδηρος 2 Π. Πετρόπουλος 2 Δημ. Μανουήλ 2 Αντ. Σκουρής 2 Κωνστ. Χριστογένης 2 Ιω. Λελέκης 2 Νικ. Στελιαδάκης 1 Παν. Τσεφριάλας 3 Μιχ. Παπαδόπουλος 2 Ματ. Σκαρζής 5 Αλεκ. Γεώργιος 2 Ευ. Ευαγγελίου 2 Αν. Ποπ 3 Γ. Σπύρος 3 Π. Μανωλάς 2 Ευάγγελος 2 Σταύρος 2 Παπαίων 1 Α. Δημητρίου 1 Αρ. Μάίνας 1 Δημ. Τσαμπαζής 1 Γ. Κοντορίδης 5 Ν. Αγγελόπουλος 2 Ν. Μακράκης 5 Ευάγγελος 10 Θ. Μπάτας 2 Ν. Μακρής 5 Φίλου Ναυπηδόποιντου 10 Ναμ. Ναύτης 10 Α. Βλάχος 5 Π. Κοντοβράκης 2 Μ. Κοντόπουλος 3 Παπαδόπουλος 2 Σταυροπούλου 2 Κοσμίδης 1 Χρυσανθόπουλος 4 Ευάγγελος 5 Τσίλης 1 Παπαδάκης 1 Πίτσος 2 Ορφανός 2 Κτυπάρης 5 Δημ. Αλεξίου 2 Γ. Μπάκας 4 Ν. Γεωργούλας 2 Λαμπρόπουλος 1 Σ. Αδαμόπουλος 2 Ν. Σταυρόπουλος 2 Π. Μηλιώτης 4 Αναστάσιος 1 Α. Ζερβός 1 Νικόλαος 5 Ευάγγελος Παπαδάκης 2 Μαστρογιαννόπουλος 5 Θ. Παπαχρήστου 2. <box>762 341 992 577</box>
fas-line: ΠΡΕΠΕΙ ΝΑ ΠΙΝΗΣ ΟΥΖΟ <box>762 1540 893 1551</box>
article-paragraph: Ένα ότι τώρα αισθάνθηκε ο ΠαΙΑΦηςΔ από ιηΤ. ΓΕΓΤΩΡΕΣΑΝΑ τός ΓΥ.ΣΟ, έτσι ο ΤΣΟΣΑΙ πά ανησύχοι, καί χωρίς ούτε είναι τού Εργαίον τού ποιούμεθά του στο βιβλίο. Η πολλή τήν διδάσκει μέσα δ' άφεμων, τη σωφροσύνη καί τα έργα πού μας έδωσεν. <box>44 730 324 787</box>
shirts-ad <box>762 1148 992 1302</box>
company-phone: Τηλέφ. 20-33 ΠΕΙΡΑΙΕΥΣ <box>356 926 500 937</box>
letter-paragraph: Ο θάνατος, όταν κανένας γεννιέται φτωχός δέν μπορεί παρά ν' άδειάσει στόν κόσμο τό πρόγευμα. Θέλω νά σέ ρωτήσω: γιατί ό κόσμος δέν σέ θέλει; Έκανες κάτι κακό; Όχι. Έσύ απλώς δέν είχες ψωμί. <box>1002 279 1271 325</box>
